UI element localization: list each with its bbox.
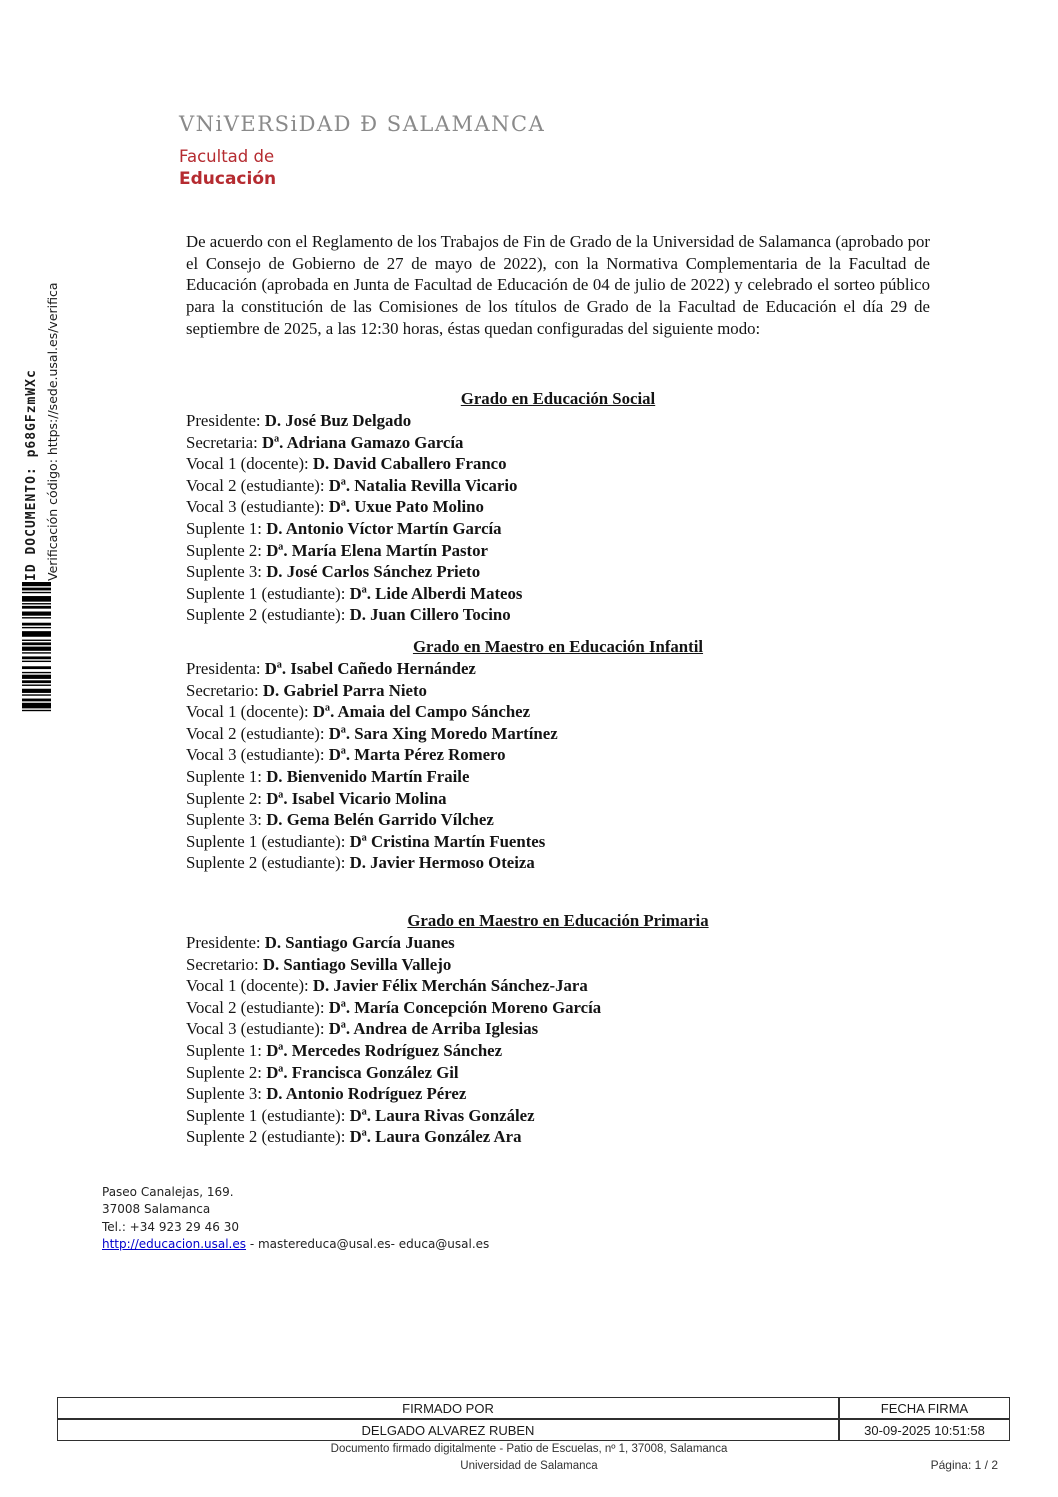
member-name: Dª. María Concepción Moreno García [328, 997, 602, 1017]
contact-separator2: - [390, 1237, 399, 1252]
member-row [186, 744, 930, 766]
member-role: Suplente 2: [186, 1062, 262, 1082]
member-name: Dª. Andrea de Arriba Iglesias [328, 1019, 539, 1039]
member-role: Suplente 1 (estudiante): [186, 1105, 346, 1125]
member-role: Suplente 1 (estudiante): [186, 583, 346, 603]
member-row [186, 1018, 930, 1040]
member-role: Suplente 2: [186, 788, 262, 808]
member-name: Dª. Laura Rivas González [349, 1105, 535, 1125]
member-row [186, 788, 930, 810]
faculty-website-link[interactable]: http://educacion.usal.es [102, 1237, 247, 1252]
contact-email2: educa@usal.es [398, 1237, 490, 1252]
member-role: Presidente: [186, 411, 261, 430]
member-row [186, 658, 930, 680]
member-role: Suplente 2 (estudiante): [186, 853, 346, 873]
member-role: Vocal 1 (docente): [186, 702, 309, 722]
member-row [186, 932, 930, 954]
member-role: Suplente 2: [186, 540, 262, 560]
committee-section [186, 636, 930, 874]
contact-phone: Tel.: +34 923 29 46 30 [102, 1219, 239, 1234]
page-indicator: Página: 1 / 2 [930, 1458, 998, 1472]
member-name: D. José Buz Delgado [264, 411, 412, 430]
member-role: Suplente 2 (estudiante): [186, 605, 346, 625]
member-name: D. Santiago García Juanes [264, 933, 455, 952]
member-role: Presidenta: [186, 659, 261, 678]
intro-paragraph: De acuerdo con el Reglamento de los Trabajos de Fin de Grado de la Universidad de Salamanca (aprobado por el Consejo de Gobierno de 27 de mayo de 2022), con la Normativa Complementaria de la Facultad de Educación (aprobada en Junta de Facultad de Educación de 04 de julio de 2022) y celebrado el sorteo público para la constitución de las Comisiones de los títulos de Grado de la Facultad de Educación el día 29 de septiembre de 2025, a las 12:30 horas, éstas quedan configuradas del siguiente modo: [186, 232, 930, 338]
member-name: D. Bienvenido Martín Fraile [266, 766, 470, 786]
member-name: Dª. Marta Pérez Romero [328, 745, 506, 765]
member-name: D. Javier Félix Merchán Sánchez-Jara [312, 976, 588, 996]
verification-code-vertical-text: Verificación código: https://sede.usal.es/verifica [45, 282, 60, 581]
member-role: Vocal 3 (estudiante): [186, 745, 325, 765]
member-name: D. José Carlos Sánchez Prieto [266, 562, 481, 582]
member-name: Dª. Mercedes Rodríguez Sánchez [266, 1040, 503, 1060]
member-row [186, 809, 930, 831]
member-list [186, 932, 930, 1148]
member-name: Dª. Adriana Gamazo García [261, 432, 464, 452]
member-row [186, 1062, 930, 1084]
member-role: Suplente 1 (estudiante): [186, 831, 346, 851]
section-title: Grado en Maestro en Educación Primaria [407, 911, 709, 930]
member-name: D. Juan Cillero Tocino [349, 605, 511, 625]
member-name: Dª. Isabel Vicario Molina [266, 788, 447, 808]
member-name: Dª. Natalia Revilla Vicario [328, 475, 518, 495]
contact-address-line2: 37008 Salamanca [102, 1202, 211, 1217]
section-title: Grado en Educación Social [460, 389, 656, 408]
university-name-footer: Universidad de Salamanca [460, 1460, 598, 1472]
faculty-name-line2: Educación [179, 169, 277, 189]
member-list [186, 410, 930, 626]
member-name: D. Antonio Rodríguez Pérez [266, 1084, 467, 1104]
member-name: D. Gabriel Parra Nieto [262, 680, 427, 700]
member-row [186, 831, 930, 853]
member-role: Suplente 1: [186, 1040, 262, 1060]
signature-table-header-row [57, 1397, 1010, 1419]
member-role: Presidente: [186, 933, 261, 952]
member-row [186, 453, 930, 475]
section-title: Grado en Maestro en Educación Infantil [412, 637, 704, 656]
member-role: Suplente 2 (estudiante): [186, 1127, 346, 1147]
member-role: Vocal 1 (docente): [186, 976, 309, 996]
member-name: Dª. Francisca González Gil [266, 1062, 459, 1082]
member-row [186, 852, 930, 874]
signature-table [57, 1397, 1010, 1441]
member-row [186, 1105, 930, 1127]
member-row [186, 954, 930, 976]
contact-block [102, 1184, 489, 1254]
document-id-vertical-text: ID DOCUMENTO: p68GFzmWXc [24, 369, 39, 581]
member-role: Vocal 1 (docente): [186, 454, 309, 474]
member-role: Suplente 1: [186, 766, 262, 786]
member-row [186, 1083, 930, 1105]
member-row [186, 604, 930, 626]
committee-section [186, 388, 930, 626]
member-row [186, 1040, 930, 1062]
member-row [186, 975, 930, 997]
member-name: D. Santiago Sevilla Vallejo [262, 954, 452, 974]
contact-separator1: - [246, 1237, 258, 1252]
member-name: D. Javier Hermoso Oteiza [349, 853, 535, 873]
member-row [186, 766, 930, 788]
member-role: Suplente 3: [186, 1084, 262, 1104]
member-role: Vocal 2 (estudiante): [186, 475, 325, 495]
member-name: Dª. Amaia del Campo Sánchez [312, 702, 531, 722]
member-name: Dª Cristina Martín Fuentes [349, 831, 546, 851]
member-row [186, 583, 930, 605]
member-name: Dª. Laura González Ara [349, 1127, 522, 1147]
firmado-por-header: FIRMADO POR [57, 1397, 839, 1419]
member-row [186, 561, 930, 583]
member-role: Vocal 2 (estudiante): [186, 997, 325, 1017]
member-role: Secretario: [186, 954, 259, 974]
signature-date: 30-09-2025 10:51:58 [839, 1419, 1010, 1441]
member-name: D. David Caballero Franco [312, 454, 507, 474]
member-row [186, 518, 930, 540]
member-row [186, 496, 930, 518]
member-row [186, 432, 930, 454]
committee-section [186, 910, 930, 1148]
contact-address-line1: Paseo Canalejas, 169. [102, 1185, 234, 1199]
member-row [186, 701, 930, 723]
member-role: Secretaria: [186, 432, 258, 452]
member-row [186, 997, 930, 1019]
member-name: Dª. Sara Xing Moredo Martínez [328, 723, 558, 743]
member-row [186, 1126, 930, 1148]
member-name: D. Gema Belén Garrido Vílchez [266, 810, 494, 830]
university-logo: VNiVERSiDAD Ð SALAMANCA [179, 112, 546, 136]
member-name: Dª. María Elena Martín Pastor [266, 540, 488, 560]
member-list [186, 658, 930, 874]
member-role: Suplente 1: [186, 518, 262, 538]
member-row [186, 475, 930, 497]
fecha-firma-header: FECHA FIRMA [839, 1397, 1010, 1419]
member-role: Vocal 3 (estudiante): [186, 497, 325, 517]
member-row [186, 540, 930, 562]
member-name: Dª. Uxue Pato Molino [328, 497, 484, 517]
member-role: Vocal 2 (estudiante): [186, 723, 325, 743]
member-name: D. Antonio Víctor Martín García [266, 518, 502, 538]
member-role: Suplente 3: [186, 810, 262, 830]
member-role: Vocal 3 (estudiante): [186, 1019, 325, 1039]
digital-signature-note: Documento firmado digitalmente - Patio de Escuelas, nº 1, 37008, Salamanca [330, 1443, 728, 1455]
faculty-name-line1: Facultad de [179, 147, 275, 166]
member-row [186, 723, 930, 745]
signature-table-data-row [57, 1419, 1010, 1441]
member-row [186, 680, 930, 702]
contact-links-line [102, 1236, 489, 1253]
barcode-icon [22, 582, 51, 714]
signer-name: DELGADO ALVAREZ RUBEN [57, 1419, 839, 1441]
member-name: Dª. Isabel Cañedo Hernández [264, 659, 476, 678]
member-role: Secretario: [186, 680, 259, 700]
contact-email1: mastereduca@usal.es [257, 1237, 391, 1252]
member-name: Dª. Lide Alberdi Mateos [349, 583, 523, 603]
member-row [186, 410, 930, 432]
member-role: Suplente 3: [186, 562, 262, 582]
